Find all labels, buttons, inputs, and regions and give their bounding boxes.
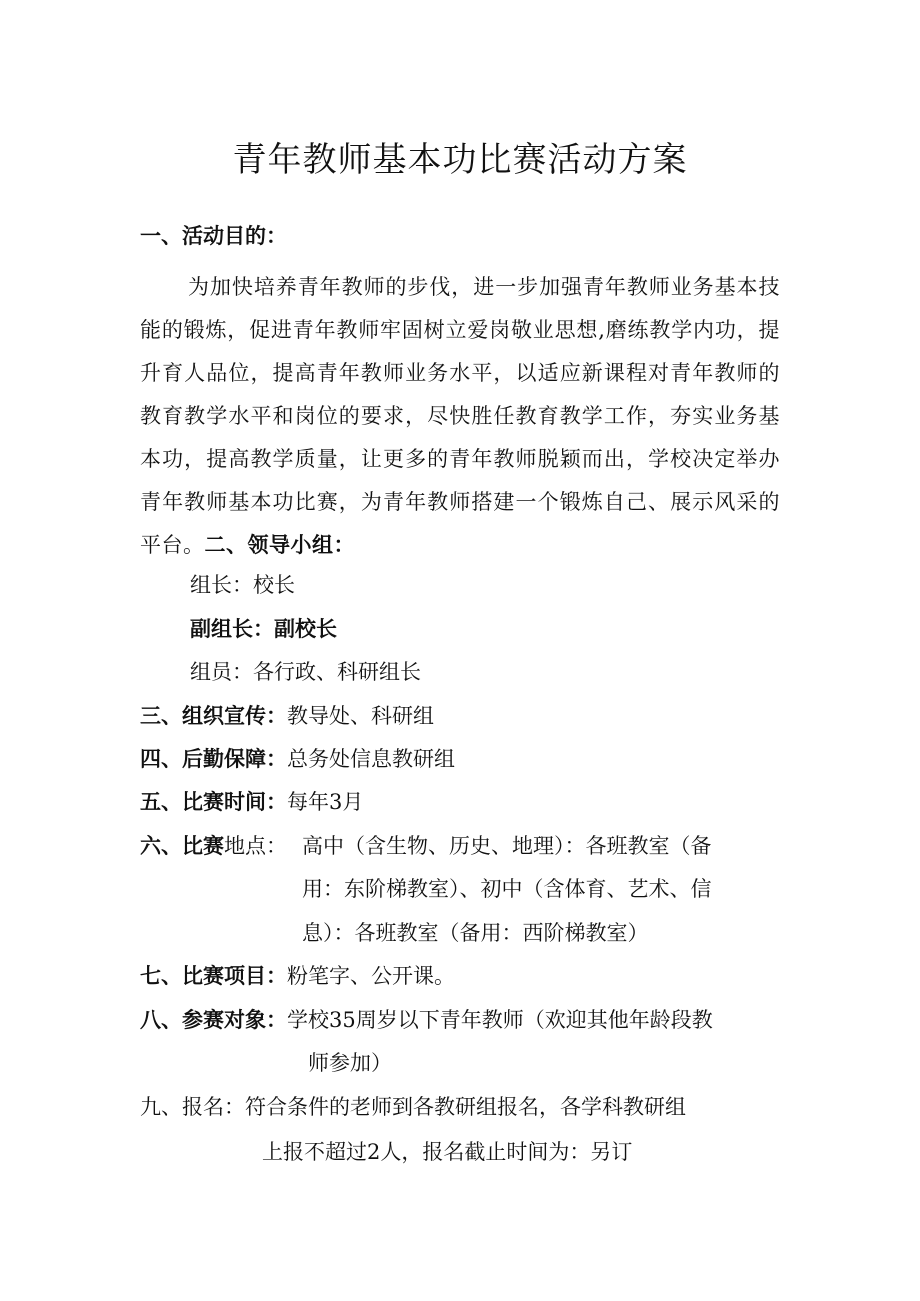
section-5-heading: 五、比赛时间： — [140, 790, 287, 814]
section-7 — [140, 961, 455, 991]
section-6-line-2: 用：东阶梯教室）、初中（含体育、艺术、信 — [302, 877, 712, 901]
section-5 — [140, 787, 363, 817]
section-3-value: 教导处、科研组 — [287, 704, 434, 728]
section-6-line-3: 息）：各班教室（备用：西阶梯教室） — [302, 921, 649, 945]
section-8 — [140, 1005, 713, 1035]
section-2-heading: 二、领导小组： — [204, 533, 355, 557]
section-8-line-1: 学校35周岁以下青年教师（欢迎其他年龄段教 — [287, 1008, 713, 1032]
section-6-heading-rest: 地点： — [224, 834, 287, 858]
section-8-heading: 八、参赛对象： — [140, 1008, 287, 1032]
section-7-value: 粉笔字、公开课。 — [287, 964, 455, 988]
section-4-value: 总务处信息教研组 — [287, 747, 455, 771]
section-4-heading: 四、后勤保障： — [140, 747, 287, 771]
section-3 — [140, 701, 434, 731]
section-6-heading-bold: 六、比赛 — [140, 834, 224, 858]
leader-line: 组长：校长 — [190, 573, 295, 597]
section-1-body-text: 为加快培养青年教师的步伐，进一步加强青年教师业务基本技能的锻炼，促进青年教师牢固树立爱岗敬业思想,磨练教学内功，提升育人品位，提高青年教师业务水平，以适应新课程对青年教师的教育教学水平和岗位的要求，尽快胜任教育教学工作，夯实业务基本功，提高教学质量，让更多的青年教师脱颖而出，学校决定举办青年教师基本功比赛，为青年教师搭建一个锻炼自己、展示风采的平台。 — [140, 275, 780, 557]
section-1-body — [140, 266, 780, 567]
section-9-line-2: 上报不超过2人，报名截止时间为：另订 — [262, 1140, 633, 1164]
section-8-line-2: 师参加） — [308, 1051, 392, 1075]
vice-leader-line: 副组长：副校长 — [190, 617, 337, 641]
members-line: 组员：各行政、科研组长 — [190, 660, 421, 684]
section-7-heading: 七、比赛项目： — [140, 964, 287, 988]
section-3-heading: 三、组织宣传： — [140, 704, 287, 728]
section-6-heading — [140, 831, 287, 861]
section-1-heading: 一、活动目的： — [140, 224, 287, 248]
section-9-line-1: 九、报名：符合条件的老师到各教研组报名，各学科教研组 — [140, 1095, 686, 1119]
page-title: 青年教师基本功比赛活动方案 — [232, 140, 688, 180]
section-4 — [140, 744, 455, 774]
section-5-value: 每年3月 — [287, 790, 364, 814]
section-6-line-1: 高中（含生物、历史、地理）：各班教室（备 — [302, 834, 712, 858]
